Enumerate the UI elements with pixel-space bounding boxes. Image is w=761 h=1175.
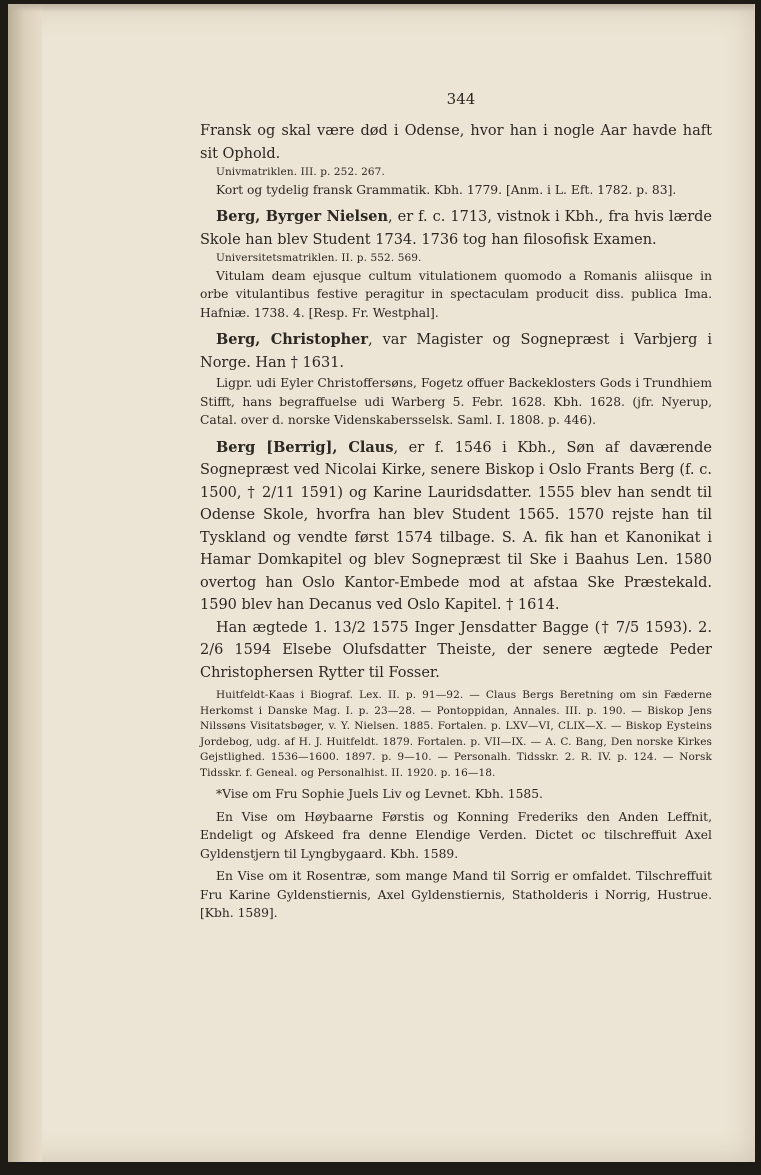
- entry-body: , er f. 1546 i Kbh., Søn af daværende Sognepræst ved Nicolai Kirke, senere Biskop i Oslo Frants Berg (f. c. 1500, † 2/11 1591) og Karine Lauridsdatter. 1555 blev han sendt til Odense Skole, hvorfra han blev Student 1565. 1570 rejste han til Tyskland og vendte først 1574 tilbage. S. A. fik han et Kanonikat i Hamar Domkapitel og blev Sognepræst til Ske i Baahus Len. 1580 overtog han Oslo Kantor-Embede mod at afstaa Ske Præstekald. 1590 blev han Decanus ved Oslo Kapitel. † 1614.: [200, 439, 712, 613]
- work-title: Ligpr. udi Eyler Christoffersøns, Fogetz offuer Backeklosters Gods i Trundhiem Stifft, hans begraffuelse udi Warberg 5. Febr. 1628. Kbh. 1628. (jfr. Nyerup, Catal. over d. norske Videnskabersselsk. Saml. I. 1808. p. 446).: [200, 376, 712, 427]
- work-title: Kort og tydelig fransk Grammatik. Kbh. 1779. [Anm. i L. Eft. 1782. p. 83].: [216, 182, 677, 197]
- entry-name: Berg, Byrger Nielsen: [216, 208, 388, 225]
- source-reference: Univmatriklen. III. p. 252. 267.: [216, 166, 385, 178]
- source-reference: Universitetsmatriklen. II. p. 552. 569.: [216, 252, 422, 264]
- entry-marriage: Han ægtede 1. 13/2 1575 Inger Jensdatter Bagge († 7/5 1593). 2. 2/6 1594 Elsebe Olufsdatter Theiste, der senere ægtede Peder Christophersen Rytter til Fosser.: [200, 619, 712, 681]
- work-title: En Vise om it Rosentræ, som mange Mand til Sorrig er omfaldet. Tilschreffuit Fru Karine Gyldenstiernis, Axel Gyldenstiernis, Statholderis i Norrig, Hustrue. [Kbh. 1589].: [200, 869, 712, 920]
- page-top-edge: [8, 4, 754, 12]
- page-text: [200, 90, 712, 923]
- page-number: 344: [446, 90, 476, 108]
- entry-berg-claus: [200, 437, 712, 617]
- entry-name: Berg [Berrig], Claus: [216, 438, 394, 456]
- work-title: *Vise om Fru Sophie Juels Liv og Levnet. Kbh. 1585.: [216, 787, 543, 801]
- entry-body: , er f. c. 1713, vistnok i Kbh., fra hvis lærde Skole han blev Student 1734. 1736 tog han filosofisk Examen.: [200, 209, 712, 248]
- source-reference: Huitfeldt-Kaas i Biograf. Lex. II. p. 91—92. — Claus Bergs Beretning om sin Fæderne Herkomst i Danske Mag. I. p. 23—28. — Pontoppidan, Annales. III. p. 190. — Biskop Jens Nilssøns Visitatsbøger, v. Y. Nielsen. 1885. Fortalen. p. LXV—VI, CLIX—X. — Biskop Eysteins Jordebog, udg. af H. J. Huitfeldt. 1879. Fortalen. p. VII—IX. — A. C. Bang, Den norske Kirkes Gejstlighed. 1536—1600. 1897. p. 9—10. — Personalh. Tidsskr. 2. R. IV. p. 124. — Norsk Tidsskr. f. Geneal. og Personalhist. II. 1920. p. 16—18.: [200, 689, 712, 779]
- work-title: Vitulam deam ejusque cultum vitulationem quomodo a Romanis aliisque in orbe vitulantibus festive peragitur in spectaculam producit diss. publica Ima. Hafniæ. 1738. 4. [Resp. Fr. Westphal].: [200, 268, 712, 320]
- entry-berg-christopher: [200, 329, 712, 374]
- entry-body: , var Magister og Sognepræst i Varbjerg i Norge. Han † 1631.: [200, 332, 712, 371]
- entry-continuation: Fransk og skal være død i Odense, hvor han i nogle Aar havde haft sit Ophold.: [200, 123, 712, 162]
- page-binding-shadow: [8, 4, 42, 1162]
- work-title: En Vise om Høybaarne Førstis og Konning Frederiks den Anden Leffnit, Endeligt og Afskeed fra denne Elendige Verden. Dictet oc tilschreffuit Axel Gyldenstjern til Lyngbygaard. Kbh. 1589.: [200, 809, 712, 861]
- entry-name: Berg, Christopher: [216, 331, 369, 348]
- entry-berg-byrger: [200, 206, 712, 251]
